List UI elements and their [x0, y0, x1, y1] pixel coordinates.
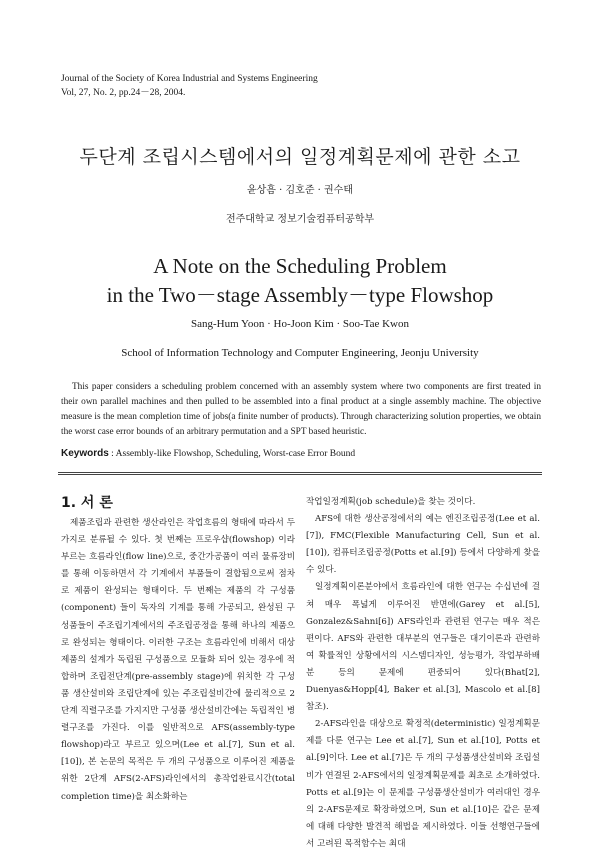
english-title-line1: A Note on the Scheduling Problem — [153, 254, 447, 278]
korean-affiliation: 전주대학교 정보기술컴퓨터공학부 — [225, 214, 375, 225]
body-paragraph: 2-AFS라인을 대상으로 확정적(deterministic) 일정계획문제를 다룬 연구는 Lee et al.[7], Sun et al.[10], Potts et al.[9]이다. Lee et al.[7]은 두 개의 구성품생산설비와 조립설비가 연결된 2-AFS에서의 일정계획문제를 최초로 소개하였다. Potts et al.[9]는 이 문제를 구성품생산설비가 여러대인 경우의 2-AFS문제로 확장하였으며, Sun et al.[10]은 같은 문제에 대해 다양한 발견적 해법을 제시하였다. 이들 선행연구들에서 고려된 목적함수는 최대 — [306, 719, 540, 849]
journal-header — [61, 72, 318, 100]
keywords-label: Keywords — [61, 448, 109, 459]
divider-rule — [58, 472, 542, 473]
english-affiliation: School of Information Technology and Computer Engineering, Jeonju University — [121, 347, 479, 359]
divider-rule — [58, 474, 542, 475]
body-paragraph: AFS에 대한 생산공정에서의 예는 엔진조립공정(Lee et al.[7]), FMC(Flexible Manufacturing Cell, Sun et al.[10]), 컴퓨터조립공정(Potts et al.[9]) 등에서 다양하게 찾을 수 있다. — [306, 514, 540, 576]
journal-name: Journal of the Society of Korea Industrial and Systems Engineering — [61, 74, 318, 84]
body-paragraph: 작업일정계획(job schedule)을 찾는 것이다. — [306, 497, 476, 507]
keywords — [61, 448, 355, 459]
abstract: This paper considers a scheduling problem concerned with an assembly system where two components are first treated in their own parallel machines and then pulled to be assembled into a final product at a single assembly machine. The objective measure is the mean completion time of jobs(a finite number of products). Through characterizing solution properties, we obtain the worst case error bounds of an arbitrary permutation and a SPT based heuristic. — [61, 382, 541, 437]
english-authors: Sang-Hum Yoon · Ho-Joon Kim · Soo-Tae Kwon — [190, 318, 409, 330]
english-title-line2: in the Two－stage Assembly－type Flowshop — [106, 283, 494, 307]
english-title — [0, 252, 600, 310]
section-heading: 1. 서 론 — [61, 495, 113, 511]
body-paragraph: 일정계획이론분야에서 흐름라인에 대한 연구는 수십년에 걸쳐 매우 폭넓게 이루어진 반면에(Garey et al.[5], Gonzalez&Sahni[6]) AFS라인과 관련된 연구는 매우 적은 편이다. AFS와 관련한 대부분의 연구들은 대기이론과 관련하여 확률적인 상황에서의 시스템디자인, 성능평가, 작업부하배분 등의 문제에 편중되어 있다(Bhat[2], Duenyas&Hopp[4], Baker et al.[3], Mascolo et al.[8] 참조). — [306, 582, 540, 713]
journal-volume: Vol, 27, No. 2, pp.24－28, 2004. — [61, 88, 186, 98]
korean-authors: 윤상흠 · 김호준 · 권수태 — [246, 185, 353, 196]
body-paragraph: 제품조립과 관련한 생산라인은 작업흐름의 형태에 따라서 두가지로 분류될 수 있다. 첫 번째는 프로우샵(flowshop) 이라 부르는 흐름라인(flow line)으로, 중간가공품이 여러 물류장비를 통해 이동하면서 각 기계에서 부품들이 결합됨으로써 점차로 제품이 완성되는 형태이다. 두 번째는 제품의 각 구성품(component) 들이 독자의 기계를 통해 가공되고, 완성된 구성품들이 주조립기계에서의 주조립공정을 통해 하나의 제품으로 완성되는 형태이다. 이러한 구조는 흐름라인에 비해서 대상 제품의 설계가 독립된 구성품으로 모듈화 되어 있는 경우에 적합하며 조립전단계(pre-assembly stage)에 위치한 각 구성품 생산설비와 조립단계에 있는 주조립설비간에 물리적으로 2단계 직렬구조를 가지지만 구성품 생산설비간에는 독립적인 병렬구조를 가진다. 이를 일반적으로 AFS(assembly-type flowshop)라고 부르고 있으며(Lee et al.[7], Sun et al.[10]), 본 논문의 목적은 두 개의 구성품으로 이루어진 제품을 위한 2단계 AFS(2-AFS)라인에서의 총작업완료시간(total completion time)을 최소화하는 — [61, 518, 295, 802]
left-column — [61, 515, 295, 806]
keywords-text: : Assembly-like Flowshop, Scheduling, Worst-case Error Bound — [108, 449, 356, 459]
right-column — [306, 494, 540, 853]
korean-title: 두단계 조립시스템에서의 일정계획문제에 관한 소고 — [79, 146, 521, 168]
